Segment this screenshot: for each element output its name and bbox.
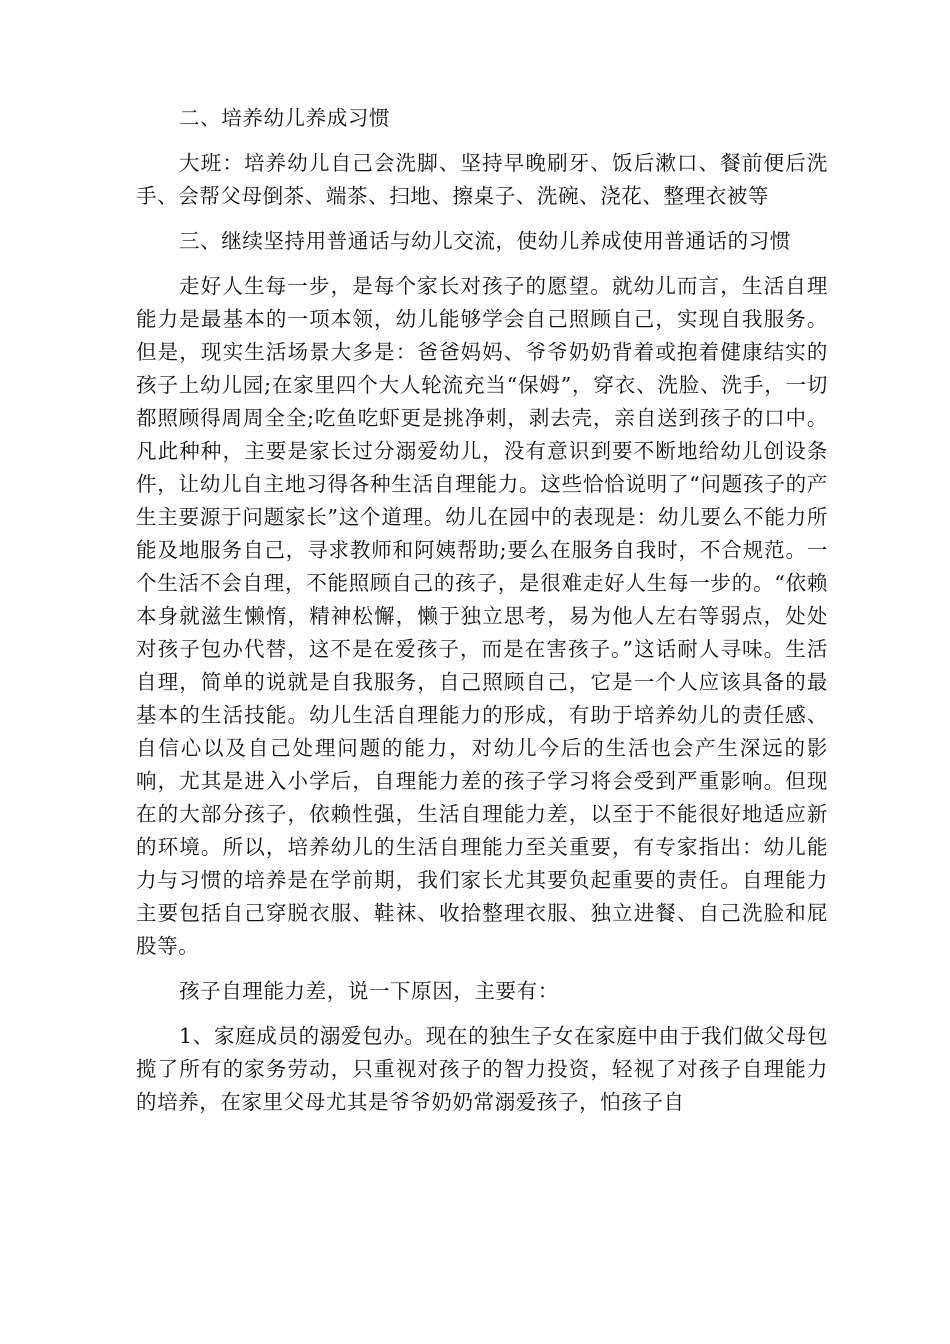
document-body [136, 102, 828, 1131]
paragraph-self-care-essay: 走好人生每一步，是每个家长对孩子的愿望。就幼儿而言，生活自理能力是最基本的一项本领，幼儿能够学会自己照顾自己，实现自我服务。但是，现实生活场景大多是：爸爸妈妈、爷爷奶奶背着或抱着健康结实的孩子上幼儿园;在家里四个大人轮流充当“保姆”，穿衣、洗脸、洗手，一切都照顾得周周全全;吃鱼吃虾更是挑净刺，剥去壳，亲自送到孩子的口中。凡此种种，主要是家长过分溺爱幼儿，没有意识到要不断地给幼儿创设条件，让幼儿自主地习得各种生活自理能力。这些恰恰说明了“问题孩子的产生主要源于问题家长”这个道理。幼儿在园中的表现是：幼儿要么不能力所能及地服务自己，寻求教师和阿姨帮助;要么在服务自我时，不合规范。一个生活不会自理，不能照顾自己的孩子，是很难走好人生每一步的。“依赖本身就滋生懒惰，精神松懈，懒于独立思考，易为他人左右等弱点，处处对孩子包办代替，这不是在爱孩子，而是在害孩子。”这话耐人寻味。生活自理，简单的说就是自我服务，自己照顾自己，它是一个人应该具备的最基本的生活技能。幼儿生活自理能力的形成，有助于培养幼儿的责任感、自信心以及自己处理问题的能力，对幼儿今后的生活也会产生深远的影响，尤其是进入小学后，自理能力差的孩子学习将会受到严重影响。但现在的大部分孩子，依赖性强，生活自理能力差，以至于不能很好地适应新的环境。所以，培养幼儿的生活自理能力至关重要，有专家指出：幼儿能力与习惯的培养是在学前期，我们家长尤其要负起重要的责任。自理能力主要包括自己穿脱衣服、鞋袜、收拾整理衣服、独立进餐、自己洗脸和屁股等。 [136, 274, 828, 958]
section-heading-mandarin: 三、继续坚持用普通话与幼儿交流，使幼儿养成使用普通话的习惯 [179, 229, 791, 253]
paragraph-senior-class: 大班：培养幼儿自己会洗脚、坚持早晚刷牙、饭后漱口、餐前便后洗手、会帮父母倒茶、端茶、扫地、擦桌子、洗碗、浇花、整理衣被等 [136, 151, 828, 208]
paragraph-reason-1: 1、家庭成员的溺爱包办。现在的独生子女在家庭中由于我们做父母包揽了所有的家务劳动，只重视对孩子的智力投资，轻视了对孩子自理能力的培养，在家里父母尤其是爷爷奶奶常溺爱孩子，怕孩子自 [136, 1024, 828, 1114]
section-heading-habits: 二、培养幼儿养成习惯 [179, 106, 391, 130]
paragraph-reasons-intro: 孩子自理能力差，说一下原因，主要有： [179, 979, 559, 1003]
